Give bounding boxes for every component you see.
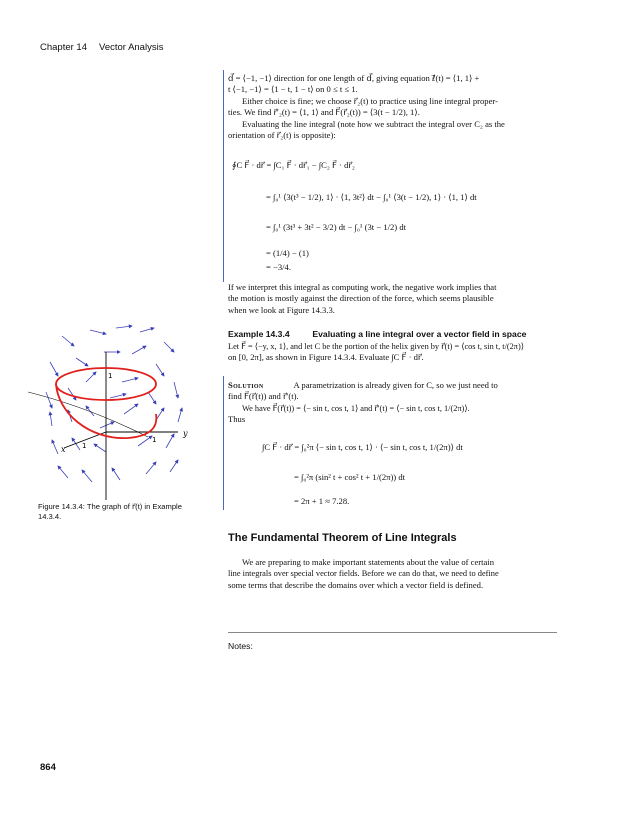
solution-text — [228, 380, 558, 426]
y-tick-label: 1 — [152, 436, 157, 444]
solution-eq-2: = 2π + 1 ≈ 7.28. — [294, 496, 350, 506]
example-number: Example 14.3.4 — [228, 329, 290, 339]
solution-label: Solution — [228, 380, 264, 390]
chapter-label: Chapter 14 — [40, 42, 88, 53]
solution-line-1: A parametrization is already given for C, so we just need to — [293, 380, 498, 390]
x-axis-label: x — [61, 445, 66, 454]
section-line-3: some terms that describe the domains over which a vector field is defined. — [228, 579, 484, 590]
z-tick-label: 1 — [108, 372, 113, 380]
solution-bar — [223, 376, 224, 510]
proof-eq-1: = ∫₀¹ ⟨3(t³ − 1/2), 1⟩ · ⟨1, 3t²⟩ dt − ∫₀¹ ⟨3(t − 1/2), 1⟩ · ⟨1, 1⟩ dt — [266, 192, 477, 202]
work-line-2: the motion is mostly against the direction of the force, which seems plausible — [228, 293, 494, 304]
section-line-1: We are preparing to make important statements about the value of certain — [242, 557, 495, 567]
example-title: Evaluating a line integral over a vector field in space — [312, 329, 527, 339]
proof-eq-0: ∮C F⃗ · dr⃗ = ∫C₁ F⃗ · dr⃗₁ − ∫C₂ F⃗ · dr⃗₂ — [232, 160, 355, 170]
proof-line-2: t ⟨−1, −1⟩ = ⟨1 − t, 1 − t⟩ on 0 ≤ t ≤ 1. — [228, 84, 358, 95]
work-line-1: If we interpret this integral as computing work, the negative work implies that — [228, 282, 497, 292]
chapter-title: Vector Analysis — [99, 42, 164, 53]
proof-bar — [223, 70, 224, 282]
y-axis-label: y — [183, 429, 188, 438]
proof-eq-3: = (1/4) − (1) — [266, 248, 309, 258]
proof-text — [228, 73, 558, 141]
example-line-1: Let F⃗ = ⟨−y, x, 1⟩, and let C be the portion of the helix given by r⃗(t) = ⟨cos t, sin t, t/(2π)⟩ — [228, 342, 524, 351]
proof-para2-line2: ties. We find r⃗′₂(t) = ⟨1, 1⟩ and F⃗(r⃗₂(t)) = ⟨3(t − 1/2), 1⟩. — [228, 107, 420, 118]
work-line-3: when we look at Figure 14.3.3. — [228, 304, 335, 315]
example-line-2: on [0, 2π], as shown in Figure 14.3.4. Evaluate ∫C F⃗ · dr⃗. — [228, 352, 424, 363]
example-statement — [228, 341, 558, 364]
section-paragraph — [228, 557, 558, 591]
solution-line-3: We have F⃗(r⃗(t)) = ⟨− sin t, cos t, 1⟩ and r⃗′(t) = ⟨− sin t, cos t, 1/(2π)⟩. — [242, 403, 470, 413]
proof-para3-line1: Evaluating the line integral (note how we subtract the integral over C₂ as the — [242, 118, 505, 129]
figure-helix-vector-field — [28, 322, 196, 500]
figure-caption: Figure 14.3.4: The graph of r⃗(t) in Example 14.3.4. — [38, 502, 182, 521]
proof-eq-4: = −3/4. — [266, 262, 291, 272]
section-line-2: line integrals over special vector fields. Before we can do that, we need to define — [228, 569, 499, 579]
running-head — [40, 42, 163, 53]
solution-line-2: find F⃗(r⃗(t)) and r⃗′(t). — [228, 391, 299, 402]
notes-rule — [228, 632, 557, 633]
proof-line-1: d⃗ = ⟨−1, −1⟩ direction for one length of d⃗, giving equation ℓ⃗(t) = ⟨1, 1⟩ + — [228, 73, 480, 83]
solution-line-4: Thus — [228, 414, 246, 425]
work-paragraph — [228, 282, 558, 316]
section-heading: The Fundamental Theorem of Line Integrals — [228, 532, 457, 544]
solution-eq-0: ∫C F⃗ · dr⃗ = ∫₀²π ⟨− sin t, cos t, 1⟩ · ⟨− sin t, cos t, 1/(2π)⟩ dt — [262, 442, 463, 452]
example-header — [228, 329, 558, 340]
proof-para2-line1: Either choice is fine; we choose r⃗₂(t) to practice using line integral proper- — [242, 95, 498, 106]
solution-eq-1: = ∫₀²π (sin² t + cos² t + 1/(2π)) dt — [294, 472, 406, 482]
x-tick-label: 1 — [82, 442, 87, 450]
proof-para3-line2: orientation of r⃗₂(t) is opposite): — [228, 130, 336, 141]
page-number: 864 — [40, 762, 56, 773]
proof-eq-2: = ∫₀¹ (3t³ + 3t² − 3/2) dt − ∫₀¹ (3t − 1/2) dt — [266, 222, 407, 232]
vector-field-arrows — [46, 326, 182, 482]
notes-label: Notes: — [228, 641, 253, 651]
